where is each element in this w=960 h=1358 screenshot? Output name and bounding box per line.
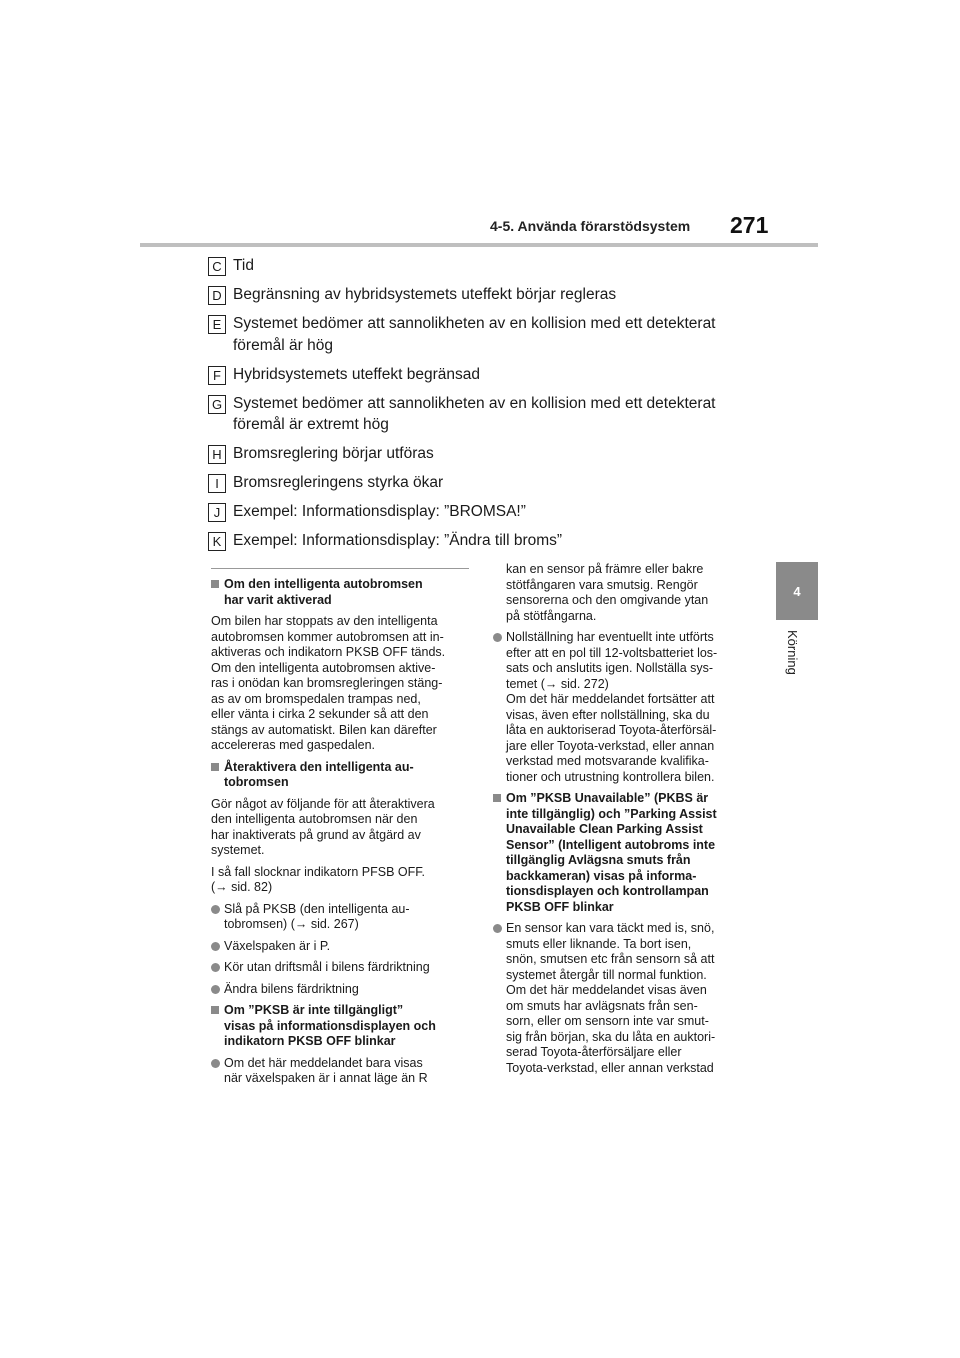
step-item: [208, 313, 768, 356]
step-text: Begränsning av hybridsystemets uteffekt börjar regleras: [233, 286, 617, 303]
bullet-item: [211, 939, 467, 955]
circle-bullet-icon: [211, 942, 220, 951]
bullet-item: [493, 921, 749, 1076]
step-item: [208, 284, 768, 306]
step-text: Hybridsystemets uteffekt begränsad: [233, 365, 480, 383]
right-column: [493, 562, 749, 1082]
header-divider: [140, 243, 818, 247]
subheading-text: Om ”PKSB Unavailable” (PKBS är inte tillgänglig) och ”Parking Assist Unavailable Clean Parking Assist Sensor” (Intelligent autobroms inte tillgänglig Avlägsna smuts från backkameran) visas på informa- tionsdisplayen och kontrollampan PKSB OFF blinkar: [506, 791, 717, 914]
step-letter: J: [208, 503, 226, 522]
square-bullet-icon: [211, 580, 219, 588]
chapter-tab: 4: [776, 562, 818, 620]
paragraph: I så fall slocknar indikatorn PFSB OFF. (→ sid. 82): [211, 864, 425, 894]
circle-bullet-icon: [211, 905, 220, 914]
step-letter: K: [208, 532, 226, 551]
bullet-item: [211, 960, 467, 976]
chapter-label: Körning: [785, 630, 800, 675]
circle-bullet-icon: [211, 1059, 220, 1068]
square-bullet-icon: [211, 763, 219, 771]
bullet-text: Slå på PKSB (den intelligenta au- tobromsen) (→ sid. 267): [224, 901, 410, 931]
subheading-text: Om ”PKSB är inte tillgängligt” visas på informationsdisplayen och indikatorn PKSB OFF blinkar: [224, 1003, 436, 1048]
step-text: Tid: [233, 257, 254, 274]
step-item: [208, 472, 768, 494]
step-list: [208, 255, 768, 559]
step-letter: E: [208, 315, 226, 334]
step-text: Exempel: Informationsdisplay: ”BROMSA!”: [233, 503, 526, 520]
step-letter: G: [208, 395, 226, 414]
bullet-text: En sensor kan vara täckt med is, snö, smuts eller liknande. Ta bort isen, snön, smutsen etc från sensorn så att systemet återgår till normal funktion. Om det här meddelandet visas även om smuts har avlägsnats från sen- sorn, eller om sensorn inte var smut- sig från början, ska du låta en auktori- serad Toyota-återförsäljare eller Toyota-verkstad, eller annan verkstad: [506, 921, 716, 1075]
step-text: Systemet bedömer att sannolikheten av en kollision med ett detekterat föremål är extremt hög: [233, 394, 716, 433]
step-letter: D: [208, 286, 226, 305]
step-item: [208, 501, 768, 523]
step-letter: F: [208, 366, 226, 385]
bullet-text: Kör utan driftsmål i bilens färdriktning: [224, 960, 430, 974]
step-letter: I: [208, 474, 226, 493]
bullet-text: Ändra bilens färdriktning: [224, 981, 359, 996]
column-divider: [211, 568, 469, 569]
bullet-item: [211, 902, 467, 933]
paragraph: kan en sensor på främre eller bakre stötfångaren vara smutsig. Rengör sensorerna och den omgivande ytan på stötfångarna.: [506, 562, 709, 623]
bullet-item: [493, 630, 749, 785]
step-text: Bromsregleringens styrka ökar: [233, 474, 444, 491]
bullet-text: Om det här meddelandet bara visas när växelspaken är i annat läge än R: [224, 1055, 428, 1085]
step-letter: C: [208, 257, 226, 276]
bullet-text: Nollställning har eventuellt inte utförts efter att en pol till 12-voltsbatteriet los- sats och anslutits igen. Nollställa sys- temet (→ sid. 272) Om det här meddelandet fortsätter att visas, även efter nollställning, ska du låta en auktoriserad Toyota-återförsäl- jare eller Toyota-verkstad, eller annan verkstad med motsvarande kvalifika- tioner och utrustning kontrollera bilen.: [506, 630, 718, 784]
step-text: Bromsreglering börjar utföras: [233, 445, 434, 462]
subheading-text: Om den intelligenta autobromsen har varit aktiverad: [224, 577, 423, 607]
step-text: Systemet bedömer att sannolikheten av en kollision med ett detekterat föremål är hög: [233, 315, 716, 354]
square-bullet-icon: [493, 794, 501, 802]
circle-bullet-icon: [211, 963, 220, 972]
square-bullet-icon: [211, 1006, 219, 1014]
section-title: 4-5. Använda förarstödsystem: [490, 218, 691, 234]
subheading: [211, 577, 467, 608]
step-item: [208, 255, 768, 277]
paragraph: Gör något av följande för att återaktivera den intelligenta autobromsen när den har inaktiverats på grund av åtgärd av systemet.: [211, 796, 435, 857]
subheading-text: Återaktivera den intelligenta au- tobromsen: [224, 759, 414, 789]
paragraph: Om bilen har stoppats av den intelligenta autobromsen kommer autobromsen att in- aktiveras och indikatorn PKSB OFF tänds. Om den intelligenta autobromsen aktive- ras i onödan kan bromsregleringen stäng- as av om bromspedalen trampas ned, eller vänta i cirka 2 sekunder så att den stängs av automatiskt. Bilen kan därefter accelereras med gaspedalen.: [211, 614, 446, 752]
step-text: Exempel: Informationsdisplay: ”Ändra till broms”: [233, 532, 563, 549]
bullet-item: [211, 982, 467, 998]
subheading: [211, 1003, 467, 1050]
page-number: 271: [730, 212, 769, 238]
step-letter: H: [208, 445, 226, 464]
subheading: [493, 791, 749, 915]
step-item: [208, 364, 768, 386]
left-column: [211, 568, 467, 1093]
step-item: [208, 530, 768, 552]
circle-bullet-icon: [493, 924, 502, 933]
bullet-item: [211, 1056, 467, 1087]
subheading: [211, 760, 467, 791]
circle-bullet-icon: [493, 633, 502, 642]
circle-bullet-icon: [211, 985, 220, 994]
bullet-text: Växelspaken är i P.: [224, 938, 331, 953]
step-item: [208, 443, 768, 465]
step-item: [208, 393, 768, 436]
